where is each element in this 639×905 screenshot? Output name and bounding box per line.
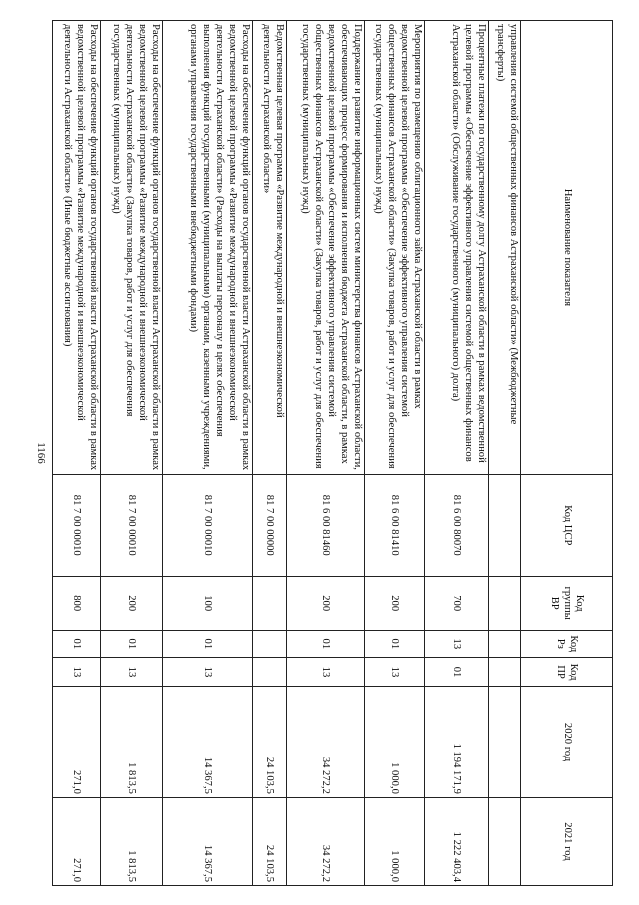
- row-rz: 01: [287, 630, 365, 657]
- row-pr: 13: [365, 657, 425, 686]
- rotated-table-container: [62, 20, 613, 886]
- row-csr: 81 7 00 00000: [253, 474, 287, 576]
- table-row: [489, 21, 521, 886]
- row-rz: [253, 630, 287, 657]
- table-row: [253, 21, 287, 886]
- row-2021: 271,0: [53, 797, 101, 885]
- row-csr: 81 6 00 80070: [425, 474, 489, 576]
- header-rz: Код Рз: [521, 630, 613, 657]
- budget-table: [52, 20, 613, 886]
- row-pr: 13: [53, 657, 101, 686]
- row-csr: 81 6 00 81410: [365, 474, 425, 576]
- row-2021: 14 367,5: [163, 797, 253, 885]
- row-rz: 01: [163, 630, 253, 657]
- row-vr: [489, 576, 521, 630]
- row-csr: 81 6 00 81460: [287, 474, 365, 576]
- header-2020: 2020 год: [521, 687, 613, 798]
- row-name: управления системой общественных финансов Астраханской области» (Межбюджетные трансферты): [489, 21, 521, 475]
- row-rz: 01: [365, 630, 425, 657]
- table-row: [101, 21, 163, 886]
- row-vr: 800: [53, 576, 101, 630]
- row-pr: [489, 657, 521, 686]
- table-row: [287, 21, 365, 886]
- row-2021: 1 813,5: [101, 797, 163, 885]
- row-csr: [489, 474, 521, 576]
- row-vr: 100: [163, 576, 253, 630]
- row-name: Расходы на обеспечение функций органов государственной власти Астраханской области в рамках ведомственной целевой программы «Развитие международной и внешнеэкономической деятельности Астраханской области» (Закупка товаров, работ и услуг для обеспечения государственных (муниципальных) нужд): [101, 21, 163, 475]
- row-pr: [253, 657, 287, 686]
- row-name: Процентные платежи по государственному долгу Астраханской области в рамках ведомственной целевой программы «Обеспечение эффективного управления системой общественных финансов Астраханской области» (Обслуживание государственного (муниципального) долга): [425, 21, 489, 475]
- row-2020: 1 813,5: [101, 687, 163, 798]
- header-pr: Код ПР: [521, 657, 613, 686]
- row-csr: 81 7 00 00010: [53, 474, 101, 576]
- row-2021: [489, 797, 521, 885]
- row-pr: 13: [101, 657, 163, 686]
- row-rz: [489, 630, 521, 657]
- table-row: [365, 21, 425, 886]
- table-row: [53, 21, 101, 886]
- row-name: Поддержание и развитие информационных систем министерства финансов Астраханской области, обеспечивающих процесс формирования и исполнения бюджета Астраханской области, в рамках ведомственной целевой программы «Обеспечение эффективного управления системой общественных финансов Астраханской области» (Закупка товаров, работ и услуг для обеспечения государственных (муниципальных) нужд): [287, 21, 365, 475]
- row-name: Ведомственная целевая программа «Развитие международной и внешнеэкономической деятельности Астраханской области»: [253, 21, 287, 475]
- row-2021: 34 272,2: [287, 797, 365, 885]
- row-2020: 1 194 171,9: [425, 687, 489, 798]
- row-pr: 01: [425, 657, 489, 686]
- row-vr: 200: [101, 576, 163, 630]
- header-name: Наименование показателя: [521, 21, 613, 475]
- row-2021: 1 222 403,4: [425, 797, 489, 885]
- row-2020: [489, 687, 521, 798]
- row-2020: 24 103,5: [253, 687, 287, 798]
- row-vr: [253, 576, 287, 630]
- header-vr: Код группы ВР: [521, 576, 613, 630]
- row-csr: 81 7 00 00010: [101, 474, 163, 576]
- table-row: [425, 21, 489, 886]
- page-number: 1166: [35, 442, 47, 464]
- row-2021: 24 103,5: [253, 797, 287, 885]
- header-csr: Код ЦСР: [521, 474, 613, 576]
- row-pr: 13: [163, 657, 253, 686]
- row-2020: 14 367,5: [163, 687, 253, 798]
- row-name: Мероприятия по размещению облигационного займа Астраханской области в рамках ведомственной целевой программы «Обеспечение эффективного управления системой общественных финансов Астраханской области» (Закупка товаров, работ и услуг для обеспечения государственных (муниципальных) нужд): [365, 21, 425, 475]
- row-name: Расходы на обеспечение функций органов государственной власти Астраханской области в рамках ведомственной целевой программы «Развитие международной и внешнеэкономической деятельности Астраханской области» (Иные бюджетные ассигнования): [53, 21, 101, 475]
- table-header-row: [521, 21, 613, 886]
- row-2020: 34 272,2: [287, 687, 365, 798]
- table-row: [163, 21, 253, 886]
- row-csr: 81 7 00 00010: [163, 474, 253, 576]
- row-vr: 700: [425, 576, 489, 630]
- row-name: Расходы на обеспечение функций органов государственной власти Астраханской области в рамках ведомственной целевой программы «Развитие международной и внешнеэкономической деятельности Астраханской области» (Расходы на выплаты персоналу в целях обеспечения выполнения функций государственными (муниципальными) органами, казенными учреждениями, органами управления государственными внебюджетными фондами): [163, 21, 253, 475]
- row-2020: 271,0: [53, 687, 101, 798]
- row-pr: 13: [287, 657, 365, 686]
- row-vr: 200: [287, 576, 365, 630]
- header-2021: 2021 год: [521, 797, 613, 885]
- row-2020: 1 000,0: [365, 687, 425, 798]
- row-2021: 1 000,0: [365, 797, 425, 885]
- row-rz: 01: [53, 630, 101, 657]
- row-vr: 200: [365, 576, 425, 630]
- row-rz: 13: [425, 630, 489, 657]
- row-rz: 01: [101, 630, 163, 657]
